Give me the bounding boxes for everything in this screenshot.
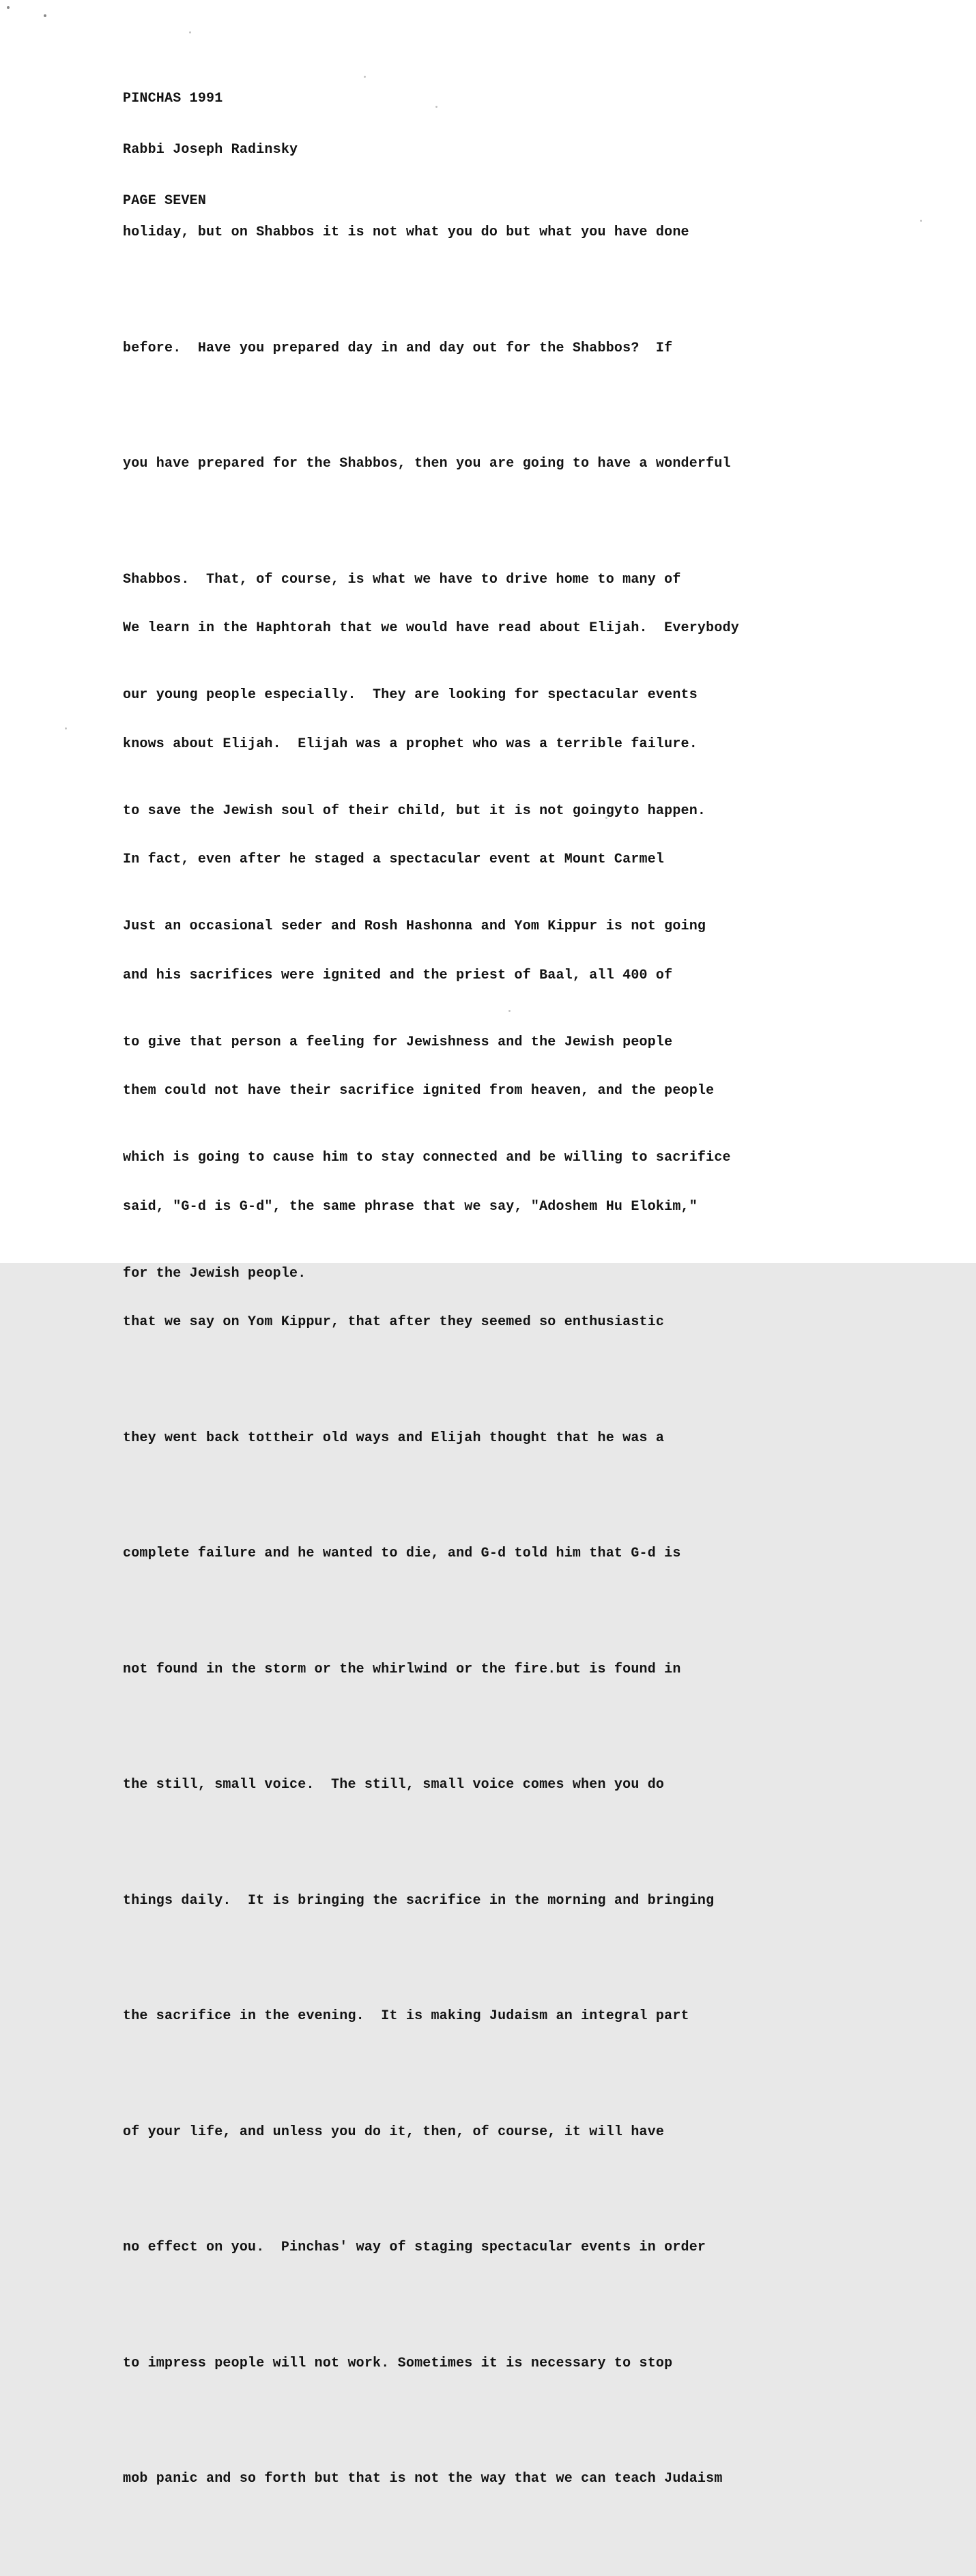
text-line: Shabbos. That, of course, is what we have to drive home to many of — [123, 571, 681, 588]
scan-speck — [508, 1010, 511, 1012]
scan-speck — [44, 14, 46, 17]
text-line: that we say on Yom Kippur, that after they seemed so enthusiastic — [123, 1314, 665, 1330]
text-line: In fact, even after he staged a spectacular event at Mount Carmel — [123, 852, 665, 867]
scan-speck — [189, 31, 191, 33]
text-line: they went back tottheir old ways and Elijah thought that he was a — [123, 1430, 665, 1446]
text-line: of your life, and unless you do it, then, of course, it will have — [123, 2124, 665, 2140]
text-line: to give that person a feeling for Jewishness and the Jewish people — [123, 1034, 673, 1050]
text-line: things daily. It is bringing the sacrifice in the morning and bringing — [123, 1892, 715, 1909]
scan-speck — [605, 817, 607, 819]
text-line: our young people especially. They are looking for spectacular events — [123, 687, 698, 703]
text-line: to save the Jewish soul of their child, but it is not goingyto happen. — [123, 802, 706, 819]
text-line: to impress people will not work. Sometimes it is necessary to stop — [123, 2355, 673, 2371]
doc-page-label: PAGE SEVEN — [123, 193, 207, 209]
text-line: you have prepared for the Shabbos, then you are going to have a wonderful — [123, 456, 731, 472]
scan-speck — [920, 220, 922, 222]
text-line: knows about Elijah. Elijah was a prophet who was a terrible failure. — [123, 736, 698, 752]
scan-speck — [435, 106, 437, 108]
paragraph-2 — [123, 532, 739, 2576]
scan-speck — [7, 6, 10, 9]
text-line: said, "G-d is G-d", the same phrase that we say, "Adoshem Hu Elokim," — [123, 1198, 698, 1215]
text-line: the sacrifice in the evening. It is making Judaism an integral part — [123, 2008, 689, 2024]
text-line: We learn in the Haphtorah that we would have read about Elijah. Everybody — [123, 620, 739, 636]
text-line: holiday, but on Shabbos it is not what you do but what you have done — [123, 225, 689, 240]
text-line: them could not have their sacrifice ignited from heaven, and the people — [123, 1083, 715, 1099]
text-line: no effect on you. Pinchas' way of staging spectacular events in order — [123, 2240, 706, 2255]
text-line: the still, small voice. The still, small voice comes when you do — [123, 1777, 665, 1793]
scan-speck — [364, 76, 366, 78]
text-line: which is going to cause him to stay connected and be willing to sacrifice — [123, 1150, 731, 1166]
text-line: complete failure and he wanted to die, and G-d told him that G-d is — [123, 1546, 681, 1561]
doc-author: Rabbi Joseph Radinsky — [123, 142, 298, 158]
scan-speck — [65, 727, 67, 729]
text-line: Just an occasional seder and Rosh Hashonna and Yom Kippur is not going — [123, 918, 706, 934]
text-line: and his sacrifices were ignited and the priest of Baal, all 400 of — [123, 967, 673, 983]
text-line: for the Jewish people. — [123, 1265, 306, 1282]
text-line: not found in the storm or the whirlwind or the fire.but is found in — [123, 1661, 681, 1677]
doc-title: PINCHAS 1991 — [123, 91, 223, 106]
text-line: before. Have you prepared day in and day out for the Shabbos? If — [123, 340, 673, 356]
text-line: mob panic and so forth but that is not the way that we can teach Judaism — [123, 2471, 723, 2487]
